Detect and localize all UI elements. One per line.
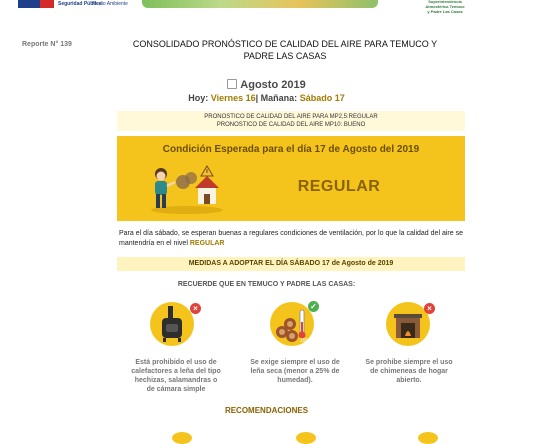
month-year: Agosto 2019 [240,79,306,91]
person-smog-illustration-icon [147,162,227,214]
hoy-value: Viernes 16 [210,93,256,103]
recommendation-icon-1 [172,432,192,444]
recommendation-icon-3 [418,432,438,444]
condition-title: Condición Esperada para el día 17 de Agosto del 2019 [162,144,420,155]
right-logo-text: Superintendencia Atmosférica Temuco y Padre Las Casas [425,0,465,14]
today-tomorrow-row [0,93,533,103]
ministry-label-1: Seguridad Pública [58,1,102,7]
report-number: Reporte N° 139 [22,41,72,48]
forecast-paragraph [119,229,463,249]
manana-label: | Mañana: [255,93,298,103]
report-title: CONSOLIDADO PRONÓSTICO DE CALIDAD DEL AIRE PARA TEMUCO Y PADRE LAS CASAS [132,39,438,61]
prohibited-badge-icon: × [190,303,201,314]
measure-caption-1: Está prohibido el uso de calefactores a leña del tipo hechizas, salamandras o de cámara simple [131,359,221,393]
ministry-label-2: Medio Ambiente [92,1,128,7]
allowed-badge-icon: ✓ [308,301,319,312]
forecast-box [117,111,465,131]
recommendation-icon-2 [296,432,316,444]
calendar-icon [227,79,237,89]
forecast-mp10: PRONOSTICO DE CALIDAD DEL AIRE MP10: BUENO [216,122,366,128]
measures-title: MEDIDAS A ADOPTAR EL DÍA SÁBADO 17 de Agosto de 2019 [117,257,465,271]
prohibited-badge-icon: × [424,303,435,314]
measure-caption-2: Se exige siempre el uso de leña seca (menor a 25% de humedad). [250,359,340,384]
forecast-mp25: PRONOSTICO DE CALIDAD DEL AIRE PARA MP2,5:REGULAR [204,114,378,120]
stove-icon [150,302,194,346]
firewood-circle [270,302,314,346]
date-heading [0,79,533,91]
condition-box [117,136,465,221]
manana-value: Sábado 17 [299,93,345,103]
condition-value: REGULAR [297,178,381,195]
remember-heading: RECUERDE QUE EN TEMUCO Y PADRE LAS CASAS: [177,281,356,288]
header-banner-image [142,0,378,8]
recommendations-title: RECOMENDACIONES [224,406,309,415]
forecast-paragraph-highlight: REGULAR [189,240,225,247]
stove-circle [150,302,194,346]
gov-logo-red-band [40,0,54,8]
measure-caption-3: Se prohibe siempre el uso de chimeneas de hogar abierto. [365,359,453,384]
firewood-icon [270,302,314,346]
hoy-label: Hoy: [188,93,209,103]
moisture-label: 25% [300,338,311,344]
forecast-paragraph-text: Para el día sábado, se esperan buenas a regulares condiciones de ventilación, por lo que la calidad del aire se mantendría en el nivel [119,230,463,247]
